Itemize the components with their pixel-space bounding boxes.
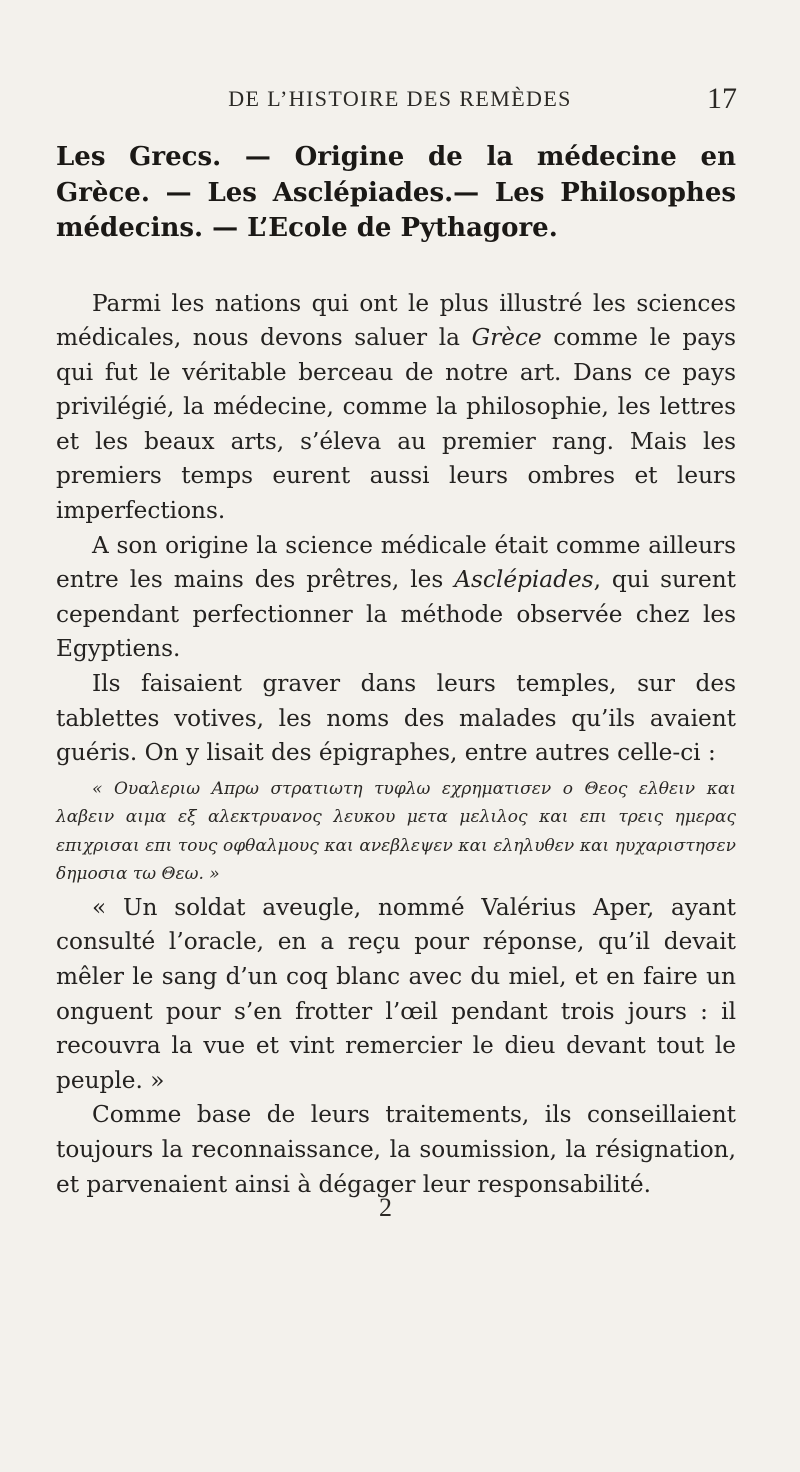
paragraph-1 — [56, 287, 736, 529]
paragraph-2-text-end: , qui surent cependant perfectionner la méthode observée chez les Egyptiens. — [56, 566, 736, 663]
running-title: DE L’HISTOIRE DES REMÈDES — [228, 86, 572, 111]
page-number: 17 — [707, 82, 737, 115]
paragraph-1-italic-term: Grèce — [471, 324, 542, 352]
translation-quote: « Un soldat aveugle, nommé Valérius Aper, ayant consulté l’oracle, en a reçu pour réponse, qu’il devait mêler le sang d’un coq blanc avec du miel, et en faire un onguent pour s’en frotter l’œil pendant trois jours : il recouvra la vue et vint remercier le dieu devant tout le peuple. » — [56, 893, 736, 1094]
paragraph-2-italic-term: Asclépiades — [454, 566, 594, 594]
signature-mark: 2 — [379, 1193, 392, 1222]
paragraph-2-text-start: A son origine la science médicale était comme ailleurs entre les mains des prêtres, les — [56, 531, 736, 594]
paragraph-1-text-start: Parmi les nations qui ont le plus illustré les sciences médicales, nous devons saluer la — [56, 289, 736, 352]
paragraph-5: Comme base de leurs traitements, ils conseillaient toujours la reconnaissance, la soumission, la résignation, et parvenaient ainsi à dégager leur responsabilité. — [56, 1101, 736, 1198]
greek-inscription-quote: « Ουαλεριω Απρω στρατιωτη τυφλω εχρηματισεν ο Θεος ελθειν και λαβειν αιμα εξ αλεκτρυανος λευκου μετα μελιλος και επι τρεις ημερας επιχρισαι επι τους οφθαλμους και ανεβλεψεν και εληλυθεν και ηυχαριστησεν δημοσια τω Θεω. » — [56, 778, 736, 885]
paragraph-1-text-end: comme le pays qui fut le véritable berceau de notre art. Dans ce pays privilégié, la médecine, comme la philosophie, les lettres et les beaux arts, s’éleva au premier rang. Mais les premiers temps eurent aussi leurs ombres et leurs imperfections. — [56, 324, 736, 525]
paragraph-3: Ils faisaient graver dans leurs temples, sur des tablettes votives, les noms des malades qu’ils avaient guéris. On y lisait des épigraphes, entre autres celle-ci : — [56, 670, 736, 767]
page-body — [56, 140, 736, 1202]
running-head — [0, 82, 800, 126]
paragraph-2 — [56, 529, 736, 667]
section-heading: Les Grecs. — Origine de la médecine en Grèce. — Les Asclépiades.— Les Philosophes médecins. — L’Ecole de Pythagore. — [56, 142, 736, 243]
